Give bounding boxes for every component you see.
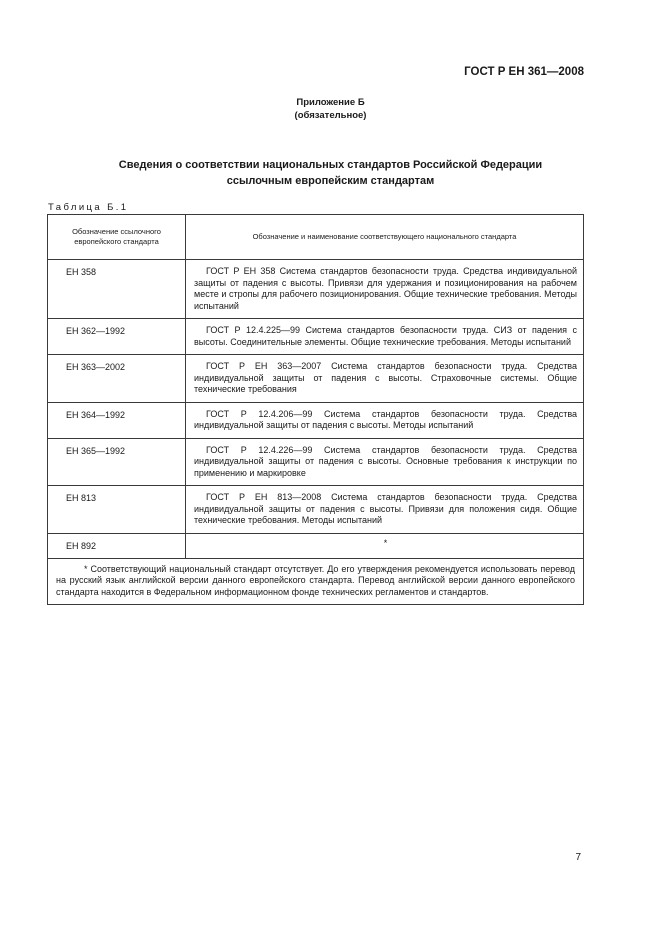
section-title bbox=[0, 158, 661, 189]
table-footnote: * Соответствующий национальный стандарт отсутствует. До его утверждения рекомендуется использовать перевод на русский язык английской версии данного европейского стандарта. Перевод английской версии данного европейского стандарта находится в Федеральном информационном фонде технических регламентов и стандартов. bbox=[48, 558, 584, 605]
document-code: ГОСТ Р ЕН 361—2008 bbox=[464, 66, 584, 78]
table-row bbox=[48, 260, 584, 319]
table-header-row bbox=[48, 215, 584, 260]
national-standard-description: ГОСТ Р ЕН 358 Система стандартов безопасности труда. Средства индивидуальной защиты от падения с высоты. Привязи для удержания и позиционирования на рабочем месте и стропы для рабочего позиционирования. Общие технические требования. Методы испытаний bbox=[186, 260, 584, 319]
correspondence-table bbox=[47, 214, 584, 605]
header-european-standard: Обозначение ссылочного европейского стандарта bbox=[48, 215, 186, 260]
european-standard-code: ЕН 358 bbox=[48, 260, 186, 319]
national-standard-description: * bbox=[186, 533, 584, 558]
national-standard-description: ГОСТ Р 12.4.206—99 Система стандартов безопасности труда. Средства индивидуальной защиты от падения с высоты. Методы испытаний bbox=[186, 402, 584, 438]
header-national-standard: Обозначение и наименование соответствующего национального стандарта bbox=[186, 215, 584, 260]
european-standard-code: ЕН 362—1992 bbox=[48, 319, 186, 355]
section-title-line2: ссылочным европейским стандартам bbox=[226, 174, 435, 187]
national-standard-description: ГОСТ Р ЕН 363—2007 Система стандартов безопасности труда. Средства индивидуальной защиты от падения с высоты. Страховочные системы. Общие технические требования bbox=[186, 355, 584, 403]
table-row bbox=[48, 533, 584, 558]
annex-title: Приложение Б bbox=[296, 97, 365, 108]
national-standard-description: ГОСТ Р 12.4.226—99 Система стандартов безопасности труда. Средства индивидуальной защиты от падения с высоты. Основные требования к инструкции по применению и маркировке bbox=[186, 438, 584, 486]
european-standard-code: ЕН 364—1992 bbox=[48, 402, 186, 438]
european-standard-code: ЕН 363—2002 bbox=[48, 355, 186, 403]
european-standard-code: ЕН 365—1992 bbox=[48, 438, 186, 486]
national-standard-description: ГОСТ Р 12.4.225—99 Система стандартов безопасности труда. СИЗ от падения с высоты. Соединительные элементы. Общие технические требования. Методы испытаний bbox=[186, 319, 584, 355]
table-row bbox=[48, 402, 584, 438]
table-caption: Таблица Б.1 bbox=[48, 202, 129, 213]
table-row bbox=[48, 319, 584, 355]
european-standard-code: ЕН 892 bbox=[48, 533, 186, 558]
european-standard-code: ЕН 813 bbox=[48, 486, 186, 534]
table-row bbox=[48, 438, 584, 486]
table-row bbox=[48, 355, 584, 403]
table-footnote-row bbox=[48, 558, 584, 605]
section-title-line1: Сведения о соответствии национальных стандартов Российской Федерации bbox=[118, 159, 543, 171]
national-standard-description: ГОСТ Р ЕН 813—2008 Система стандартов безопасности труда. Средства индивидуальной защиты от падения с высоты. Привязи для положения сидя. Общие технические требования. Методы испытаний bbox=[186, 486, 584, 534]
table-row bbox=[48, 486, 584, 534]
annex-heading bbox=[0, 96, 661, 122]
page-number: 7 bbox=[575, 852, 581, 863]
annex-subtitle: (обязательное) bbox=[294, 110, 367, 121]
